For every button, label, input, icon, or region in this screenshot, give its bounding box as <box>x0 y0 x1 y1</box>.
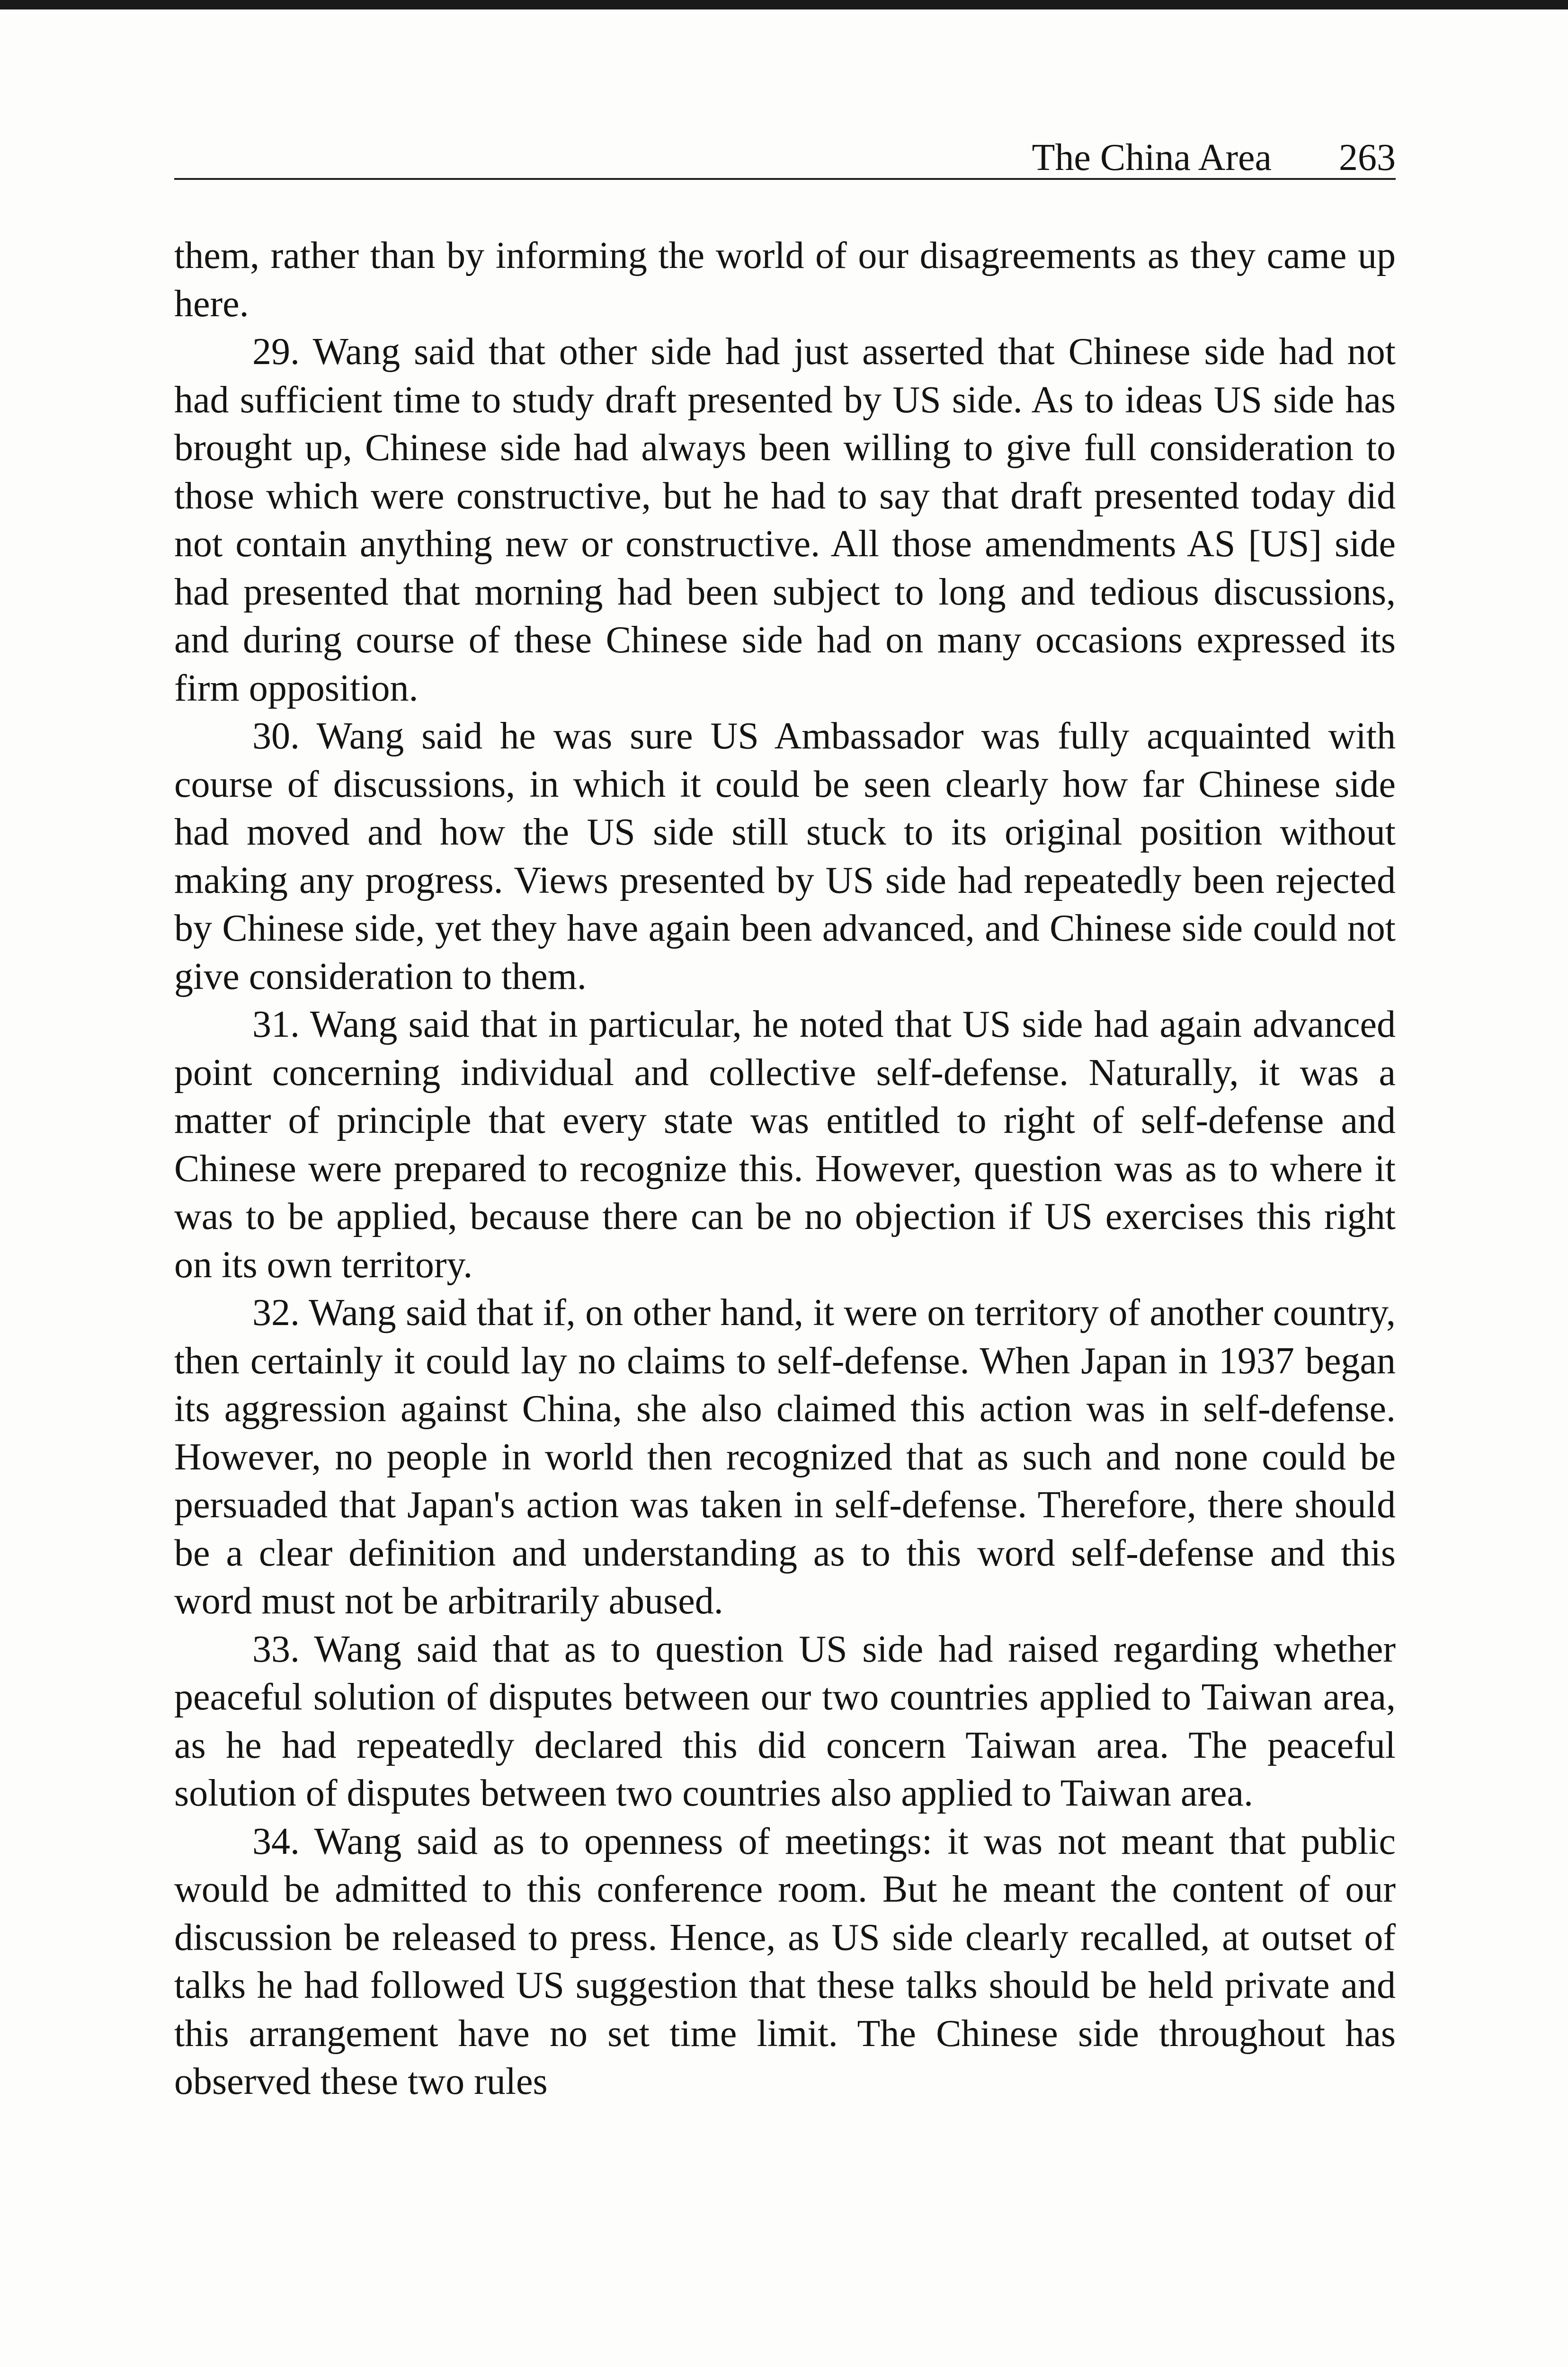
running-header <box>174 128 1396 180</box>
paragraph-30: 30. Wang said he was sure US Ambassador was fully acquainted with course of discussions, in which it could be seen clearly how far Chinese side had moved and how the US side still stuck to its original position without making any progress. Views presented by US side had repeatedly been rejected by Chinese side, yet they have again been advanced, and Chinese side could not give consideration to them. <box>174 715 1396 997</box>
paragraph-34: 34. Wang said as to openness of meetings: it was not meant that public would be admitted to this conference room. But he meant the content of our discussion be released to press. Hence, as US side clearly recalled, at outset of talks he had followed US suggestion that these talks should be held private and this arrangement have no set time limit. The Chinese side throughout has observed these two rules <box>174 1820 1396 2102</box>
running-header-title: The China Area <box>1032 137 1272 178</box>
paragraph-33: 33. Wang said that as to question US side had raised regarding whether peaceful solution of disputes between our two countries applied to Taiwan area, as he had repeatedly declared this did concern Taiwan area. The peaceful solution of disputes between two countries also applied to Taiwan area. <box>174 1628 1396 1814</box>
page-body <box>174 232 1396 2106</box>
paragraph-continuation: them, rather than by informing the world of our disagreements as they came up here. <box>174 235 1396 325</box>
paragraph-32: 32. Wang said that if, on other hand, it were on territory of another country, then certainly it could lay no claims to self-defense. When Japan in 1937 began its aggression against China, she also claimed this action was in self-defense. However, no people in world then recognized that as such and none could be persuaded that Japan's action was taken in self-defense. Therefore, there should be a clear definition and understanding as to this word self-defense and this word must not be arbitrarily abused. <box>174 1292 1396 1622</box>
page-number: 263 <box>1339 137 1396 178</box>
paragraph-31: 31. Wang said that in particular, he noted that US side had again advanced point concerning individual and collective self-defense. Naturally, it was a matter of principle that every state was entitled to right of self-defense and Chinese were prepared to recognize this. However, question was as to where it was to be applied, because there can be no objection if US exercises this right on its own territory. <box>174 1004 1396 1286</box>
paragraph-29: 29. Wang said that other side had just asserted that Chinese side had not had sufficient time to study draft presented by US side. As to ideas US side has brought up, Chinese side had always been willing to give full consideration to those which were constructive, but he had to say that draft presented today did not contain anything new or constructive. All those amendments AS [US] side had presented that morning had been subject to long and tedious discussions, and during course of these Chinese side had on many occasions expressed its firm opposition. <box>174 331 1396 709</box>
scan-top-edge <box>0 0 1568 9</box>
